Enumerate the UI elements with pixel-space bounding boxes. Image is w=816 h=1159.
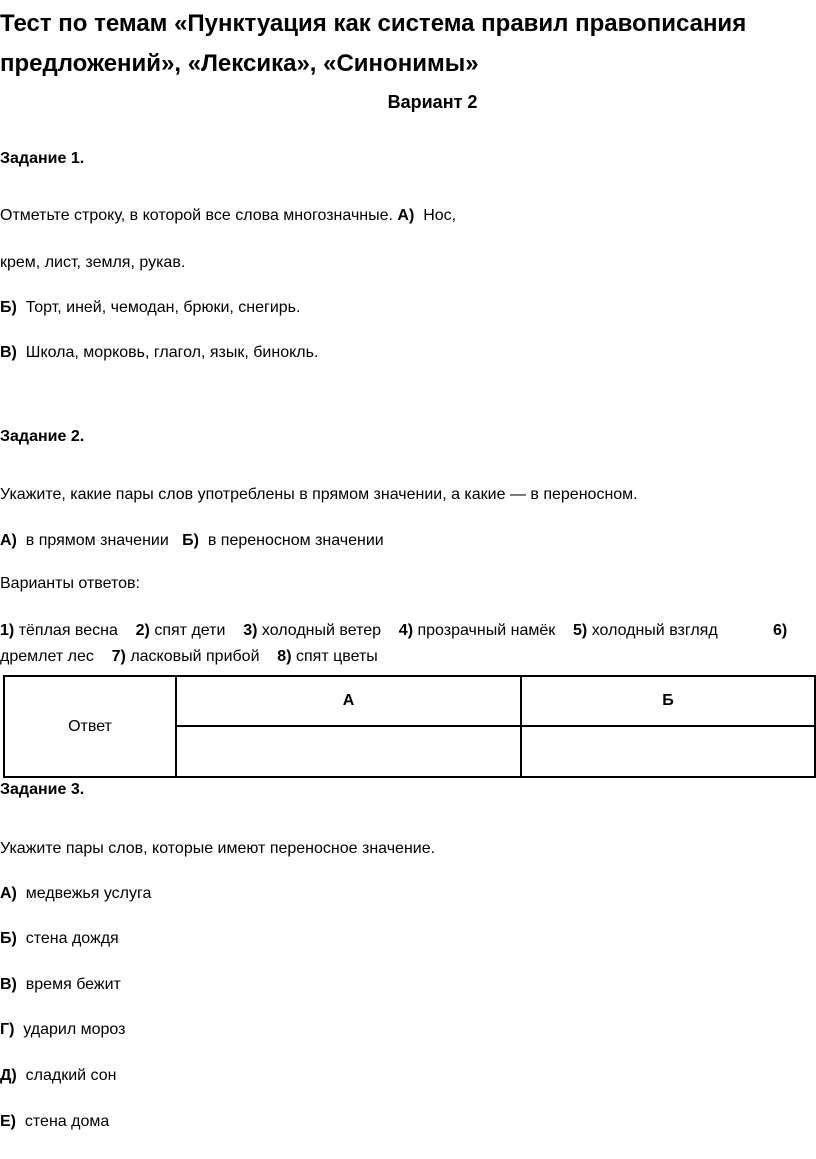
task1-option-b-text: Торт, иней, чемодан, брюки, снегирь. <box>25 299 301 316</box>
task3-item <box>0 1067 116 1085</box>
task2-option-text: холодный ветер <box>261 622 382 639</box>
task2-option-text: холодный взгляд <box>591 622 718 639</box>
task2-option-text: ласковый прибой <box>130 648 260 665</box>
task3-item-label: Г) <box>0 1021 15 1038</box>
task3-item <box>0 930 119 948</box>
task2-option-text: тёплая весна <box>18 622 118 639</box>
task2-option-num: 2) <box>135 622 150 639</box>
variant-heading: Вариант 2 <box>387 92 478 112</box>
task2-option-num: 7) <box>111 648 126 665</box>
task2-option-num: 1) <box>0 622 15 639</box>
task3-item-label: В) <box>0 976 17 993</box>
task2-question: Укажите, какие пары слов употреблены в прямом значении, а какие — в переносном. <box>0 486 638 503</box>
task1-option-a-text-2: крем, лист, земля, рукав. <box>0 254 186 271</box>
task1-question-line <box>0 207 456 225</box>
task3-heading: Задание 3. <box>0 781 85 798</box>
page-title: Тест по темам «Пунктуация как система правил правописания предложений», «Лексика», «Синонимы» <box>0 10 747 77</box>
task2-options-line1 <box>0 622 718 640</box>
task1-option-a-label: А) <box>397 207 415 224</box>
task1-option-b-label: Б) <box>0 299 17 316</box>
task3-item <box>0 1113 109 1131</box>
answer-col-b-header: Б <box>521 676 815 726</box>
task2-heading: Задание 2. <box>0 428 85 445</box>
task2-b-text: в переносном значении <box>207 532 384 549</box>
task1-option-c <box>0 344 318 362</box>
task3-item <box>0 1021 125 1039</box>
task3-item-text: стена дождя <box>25 930 119 947</box>
task1-heading: Задание 1. <box>0 150 85 167</box>
task2-answers-label: Варианты ответов: <box>0 575 140 592</box>
task3-item-label: Д) <box>0 1067 17 1084</box>
answer-cell-b[interactable] <box>521 726 815 777</box>
task2-b-label: Б) <box>182 532 199 549</box>
task3-item-text: сладкий сон <box>25 1067 117 1084</box>
answer-row-label: Ответ <box>4 676 176 777</box>
task3-item <box>0 885 151 903</box>
task2-option-num: 5) <box>573 622 588 639</box>
task1-option-c-text: Школа, морковь, глагол, язык, бинокль. <box>25 344 319 361</box>
task2-options-line2 <box>0 648 378 666</box>
task3-item <box>0 976 121 994</box>
task2-a-label: А) <box>0 532 17 549</box>
task2-a-text: в прямом значении <box>25 532 169 549</box>
task2-option-text: дремлет лес <box>0 648 94 665</box>
task2-option-num: 4) <box>398 622 414 639</box>
task3-item-label: А) <box>0 885 17 902</box>
task3-item-text: ударил мороз <box>23 1021 126 1038</box>
task3-item-label: Б) <box>0 930 17 947</box>
answer-table <box>3 675 816 778</box>
task1-option-a-text-1: Нос, <box>423 207 457 224</box>
task2-option-num: 3) <box>243 622 258 639</box>
answer-cell-a[interactable] <box>176 726 521 777</box>
task2-option-num: 8) <box>277 648 292 665</box>
task1-option-c-label: В) <box>0 344 17 361</box>
task3-question: Укажите пары слов, которые имеют переносное значение. <box>0 840 436 857</box>
task3-item-text: медвежья услуга <box>25 885 152 902</box>
task3-item-text: стена дома <box>24 1113 110 1130</box>
task2-categories <box>0 532 384 550</box>
task2-option-text: спят дети <box>154 622 226 639</box>
task2-option-num-6: 6) <box>773 622 788 639</box>
task3-item-label: Е) <box>0 1113 16 1130</box>
task2-option-text: спят цветы <box>295 648 378 665</box>
task2-option-text: прозрачный намёк <box>417 622 556 639</box>
task1-option-b <box>0 299 300 317</box>
task2-option-num <box>773 622 787 640</box>
task1-question: Отметьте строку, в которой все слова многозначные. <box>0 207 393 224</box>
answer-col-a-header: А <box>176 676 521 726</box>
task3-item-text: время бежит <box>25 976 121 993</box>
